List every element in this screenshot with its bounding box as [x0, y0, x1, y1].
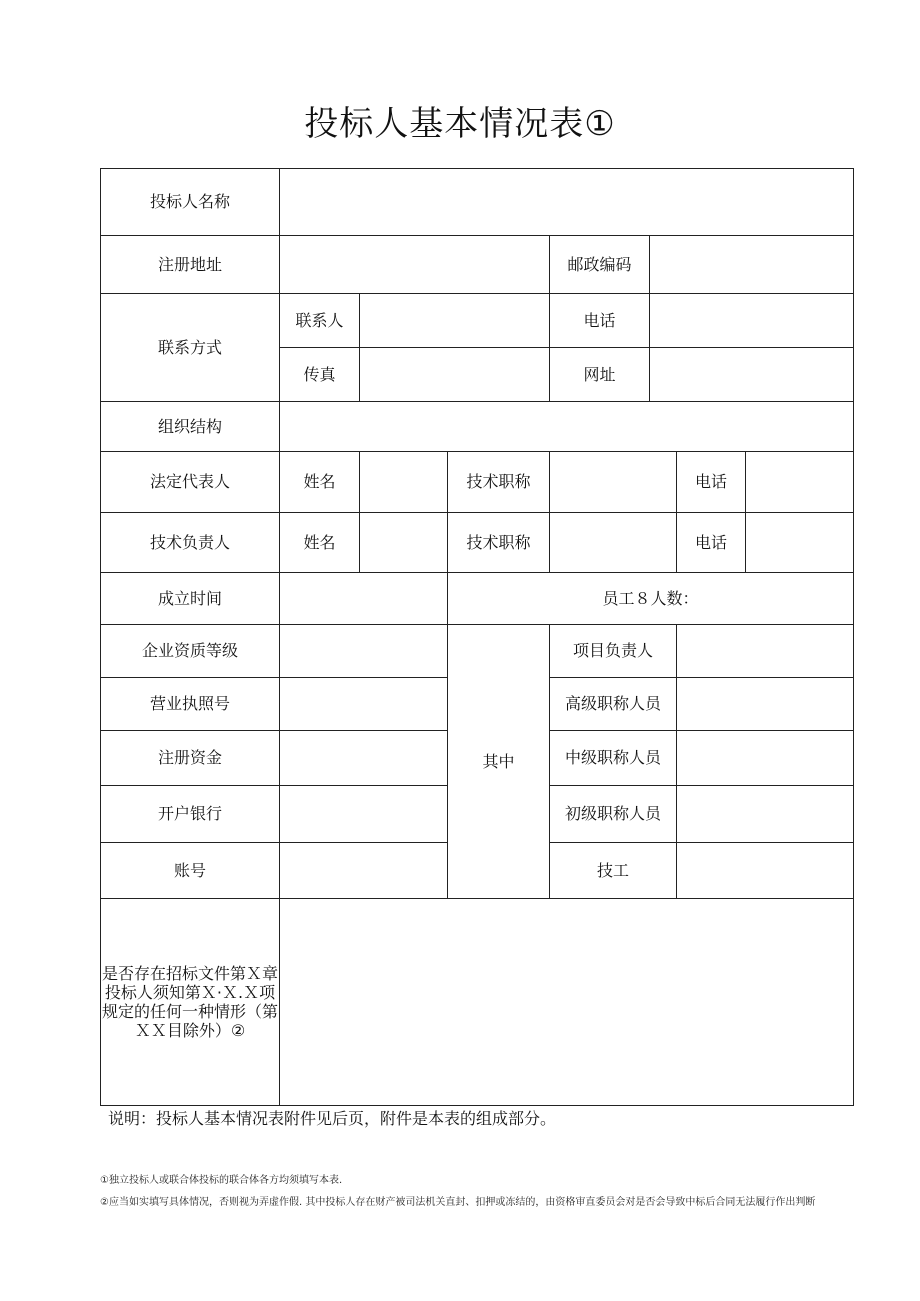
contact-method-label: 联系方式 [101, 294, 280, 402]
row-org-structure [101, 402, 854, 452]
legal-rep-title-field[interactable] [550, 452, 677, 513]
legal-rep-name-field[interactable] [360, 452, 448, 513]
postal-code-field[interactable] [650, 236, 854, 294]
bidder-info-table [100, 168, 854, 1106]
reg-capital-field[interactable] [280, 731, 448, 786]
postal-code-label: 邮政编码 [550, 236, 650, 294]
legal-rep-label: 法定代表人 [101, 452, 280, 513]
account-field[interactable] [280, 843, 448, 899]
contact-phone-field[interactable] [650, 294, 854, 348]
license-field[interactable] [280, 678, 448, 731]
situation-field[interactable] [280, 899, 854, 1106]
project-lead-field[interactable] [677, 625, 854, 678]
remark-text: 说明：投标人基本情况表附件见后页，附件是本表的组成部分。 [108, 1109, 557, 1128]
contact-phone-label: 电话 [550, 294, 650, 348]
row-qualification [101, 625, 854, 678]
senior-title-label: 高级职称人员 [550, 678, 677, 731]
reg-address-label: 注册地址 [101, 236, 280, 294]
mid-title-label: 中级职称人员 [550, 731, 677, 786]
license-label: 营业执照号 [101, 678, 280, 731]
row-contact-1 [101, 294, 854, 348]
bank-label: 开户银行 [101, 786, 280, 843]
tech-lead-title-label: 技术职称 [448, 513, 550, 573]
legal-rep-phone-field[interactable] [746, 452, 854, 513]
qualification-field[interactable] [280, 625, 448, 678]
senior-title-field[interactable] [677, 678, 854, 731]
founded-label: 成立时间 [101, 573, 280, 625]
tech-lead-name-label: 姓名 [280, 513, 360, 573]
contact-person-field[interactable] [360, 294, 550, 348]
row-situation [101, 899, 854, 1106]
legal-rep-title-label: 技术职称 [448, 452, 550, 513]
contact-person-label: 联系人 [280, 294, 360, 348]
junior-title-field[interactable] [677, 786, 854, 843]
legal-rep-phone-label: 电话 [677, 452, 746, 513]
footnote-2: ②应当如实填写具体情况，否则视为弄虚作假. 其中投标人存在财产被司法机关直封、扣押或冻结的，由资格审直委员会对是否会导致中标后合同无法履行作出判断 [100, 1197, 816, 1208]
row-legal-rep [101, 452, 854, 513]
fax-label: 传真 [280, 348, 360, 402]
situation-label: 是否存在招标文件第Ｘ章投标人须知第Ｘ·Ｘ.Ｘ项规定的任何一种情形（第ＸＸ目除外）② [101, 899, 280, 1106]
row-tech-lead [101, 513, 854, 573]
fax-field[interactable] [360, 348, 550, 402]
page-title: 投标人基本情况表① [304, 104, 616, 144]
technician-field[interactable] [677, 843, 854, 899]
junior-title-label: 初级职称人员 [550, 786, 677, 843]
row-reg-address [101, 236, 854, 294]
project-lead-label: 项目负责人 [550, 625, 677, 678]
staff-count-label: 员工８人数： [448, 573, 854, 625]
legal-rep-name-label: 姓名 [280, 452, 360, 513]
qualification-label: 企业资质等级 [101, 625, 280, 678]
org-structure-label: 组织结构 [101, 402, 280, 452]
among-label: 其中 [448, 625, 550, 899]
bank-field[interactable] [280, 786, 448, 843]
reg-capital-label: 注册资金 [101, 731, 280, 786]
tech-lead-name-field[interactable] [360, 513, 448, 573]
website-label: 网址 [550, 348, 650, 402]
mid-title-field[interactable] [677, 731, 854, 786]
technician-label: 技工 [550, 843, 677, 899]
reg-address-field[interactable] [280, 236, 550, 294]
account-label: 账号 [101, 843, 280, 899]
tech-lead-label: 技术负责人 [101, 513, 280, 573]
tech-lead-title-field[interactable] [550, 513, 677, 573]
org-structure-field[interactable] [280, 402, 854, 452]
row-founded [101, 573, 854, 625]
footnote-1: ①独立投标人或联合体投标的联合体各方均须填写本表. [100, 1175, 343, 1186]
bidder-name-field[interactable] [280, 169, 854, 236]
row-bidder-name [101, 169, 854, 236]
founded-field[interactable] [280, 573, 448, 625]
website-field[interactable] [650, 348, 854, 402]
tech-lead-phone-label: 电话 [677, 513, 746, 573]
tech-lead-phone-field[interactable] [746, 513, 854, 573]
bidder-name-label: 投标人名称 [101, 169, 280, 236]
